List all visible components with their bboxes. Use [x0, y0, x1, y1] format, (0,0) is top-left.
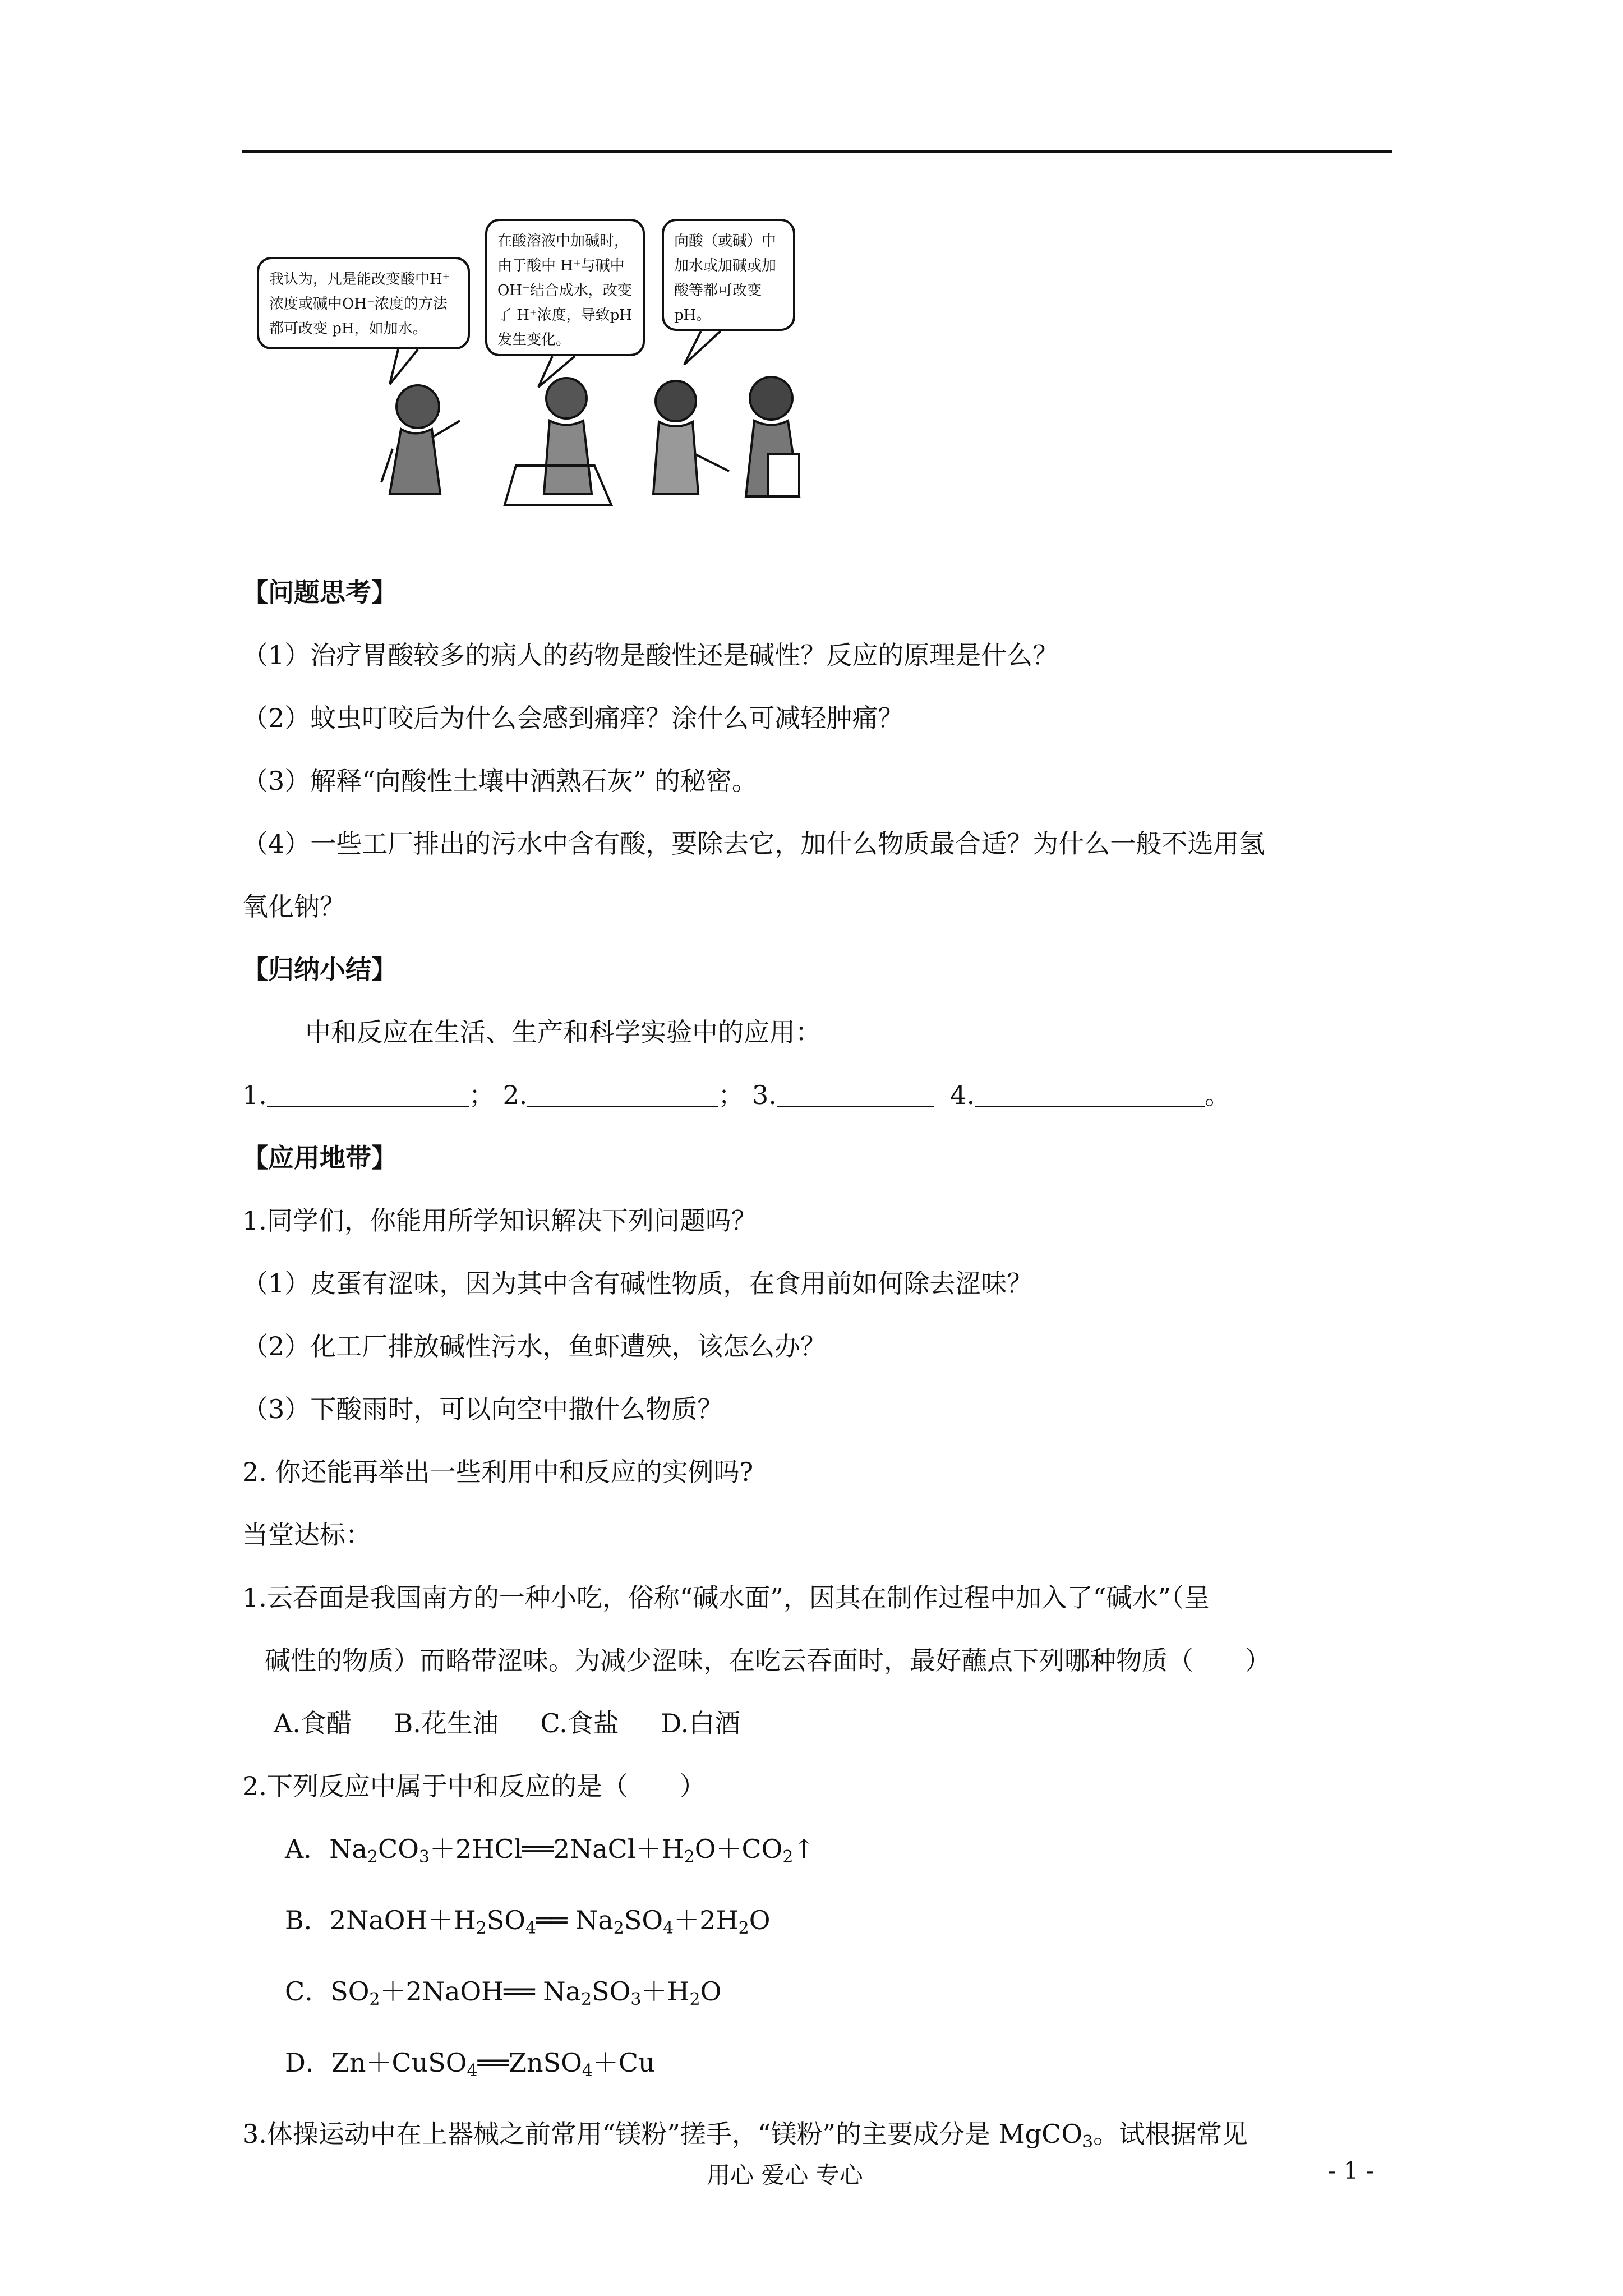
- test-q1-line2: 碱性的物质）而略带涩味。为减少涩味，在吃云吞面时，最好蘸点下列哪种物质（ ）: [265, 1645, 1271, 1676]
- speech-bubble-3: 向酸（或碱）中加水或加碱或加酸等都可改变 pH。: [662, 219, 795, 331]
- blank-2-separator: ；: [718, 1080, 744, 1110]
- think-q4-line2: 氧化钠？: [242, 891, 345, 922]
- fill-blank-4[interactable]: [975, 1080, 1205, 1107]
- heading-summary: 【归纳小结】: [242, 954, 397, 984]
- test-q3-subscript: 3: [1082, 2132, 1094, 2152]
- fill-blank-2[interactable]: [527, 1080, 718, 1107]
- apply-sub3: （3）下酸雨时，可以向空中撒什么物质？: [242, 1394, 723, 1424]
- header-rule: [242, 150, 1392, 153]
- think-q4-line1: （4）一些工厂排出的污水中含有酸，要除去它，加什么物质最合适？为什么一般不选用氢: [242, 829, 1265, 859]
- think-q3: （3）解释“向酸性土壤中洒熟石灰” 的秘密。: [242, 766, 758, 796]
- blank-end: 。: [1205, 1080, 1231, 1110]
- document-body: [242, 561, 1398, 2174]
- test-q1-line1: 1.云吞面是我国南方的一种小吃，俗称“碱水面”，因其在制作过程中加入了“碱水”（呈: [242, 1582, 1210, 1613]
- dialogue-illustration: [247, 213, 864, 516]
- option-c[interactable]: C.食盐: [540, 1708, 619, 1738]
- fill-blank-3[interactable]: [777, 1080, 934, 1107]
- option-d[interactable]: D.白酒: [661, 1708, 741, 1738]
- blank-3-number: 3.: [752, 1080, 777, 1110]
- equation-a[interactable]: A．$Na_2CO_3+2HCl══2NaCl+H_2O+CO_2↑$: [285, 1834, 815, 1867]
- summary-intro: 中和反应在生活、生产和科学实验中的应用：: [305, 1017, 821, 1047]
- apply-sub1: （1）皮蛋有涩味，因为其中含有碱性物质，在食用前如何除去涩味？: [242, 1268, 1033, 1299]
- think-q2: （2）蚊虫叮咬后为什么会感到痛痒？涂什么可减轻肿痛？: [242, 703, 904, 733]
- heading-test: 当堂达标：: [242, 1520, 371, 1550]
- footer-motto: 用心 爱心 专心: [707, 2161, 863, 2189]
- apply-item1: 1.同学们，你能用所学知识解决下列问题吗？: [242, 1205, 757, 1236]
- blank-4-number: 4.: [950, 1080, 975, 1110]
- speech-bubble-1: 我认为，凡是能改变酸中H⁺浓度或碱中OH⁻浓度的方法都可改变 pH，如加水。: [257, 257, 470, 349]
- think-q1: （1）治疗胃酸较多的病人的药物是酸性还是碱性？反应的原理是什么？: [242, 640, 1059, 670]
- blank-1-number: 1.: [242, 1080, 267, 1110]
- heading-apply: 【应用地带】: [242, 1143, 397, 1173]
- apply-item2: 2. 你还能再举出一些利用中和反应的实例吗?: [242, 1457, 754, 1487]
- page-number: - 1 -: [1328, 2157, 1374, 2184]
- test-q1-options: [242, 1692, 1398, 1755]
- summary-blanks: [242, 1064, 1398, 1126]
- heading-think: 【问题思考】: [242, 577, 397, 608]
- equation-d[interactable]: D．Zn＋CuSO$_4$══ZnSO$_4$＋Cu: [285, 2047, 655, 2081]
- speech-bubble-2: 在酸溶液中加碱时，由于酸中 H⁺与碱中 OH⁻结合成水，改变了 H⁺浓度，导致pH 发生变化。: [485, 219, 645, 356]
- option-b[interactable]: B.花生油: [394, 1708, 499, 1738]
- test-q3-tail: 。试根据常见: [1093, 2119, 1248, 2149]
- apply-sub2: （2）化工厂排放碱性污水，鱼虾遭殃，该怎么办？: [242, 1331, 827, 1361]
- equation-c[interactable]: C．$SO_2+2NaOH══$ $Na_2SO_3+H_2O$: [285, 1976, 722, 2009]
- blank-2-number: 2.: [502, 1080, 528, 1110]
- blank-1-separator: ；: [468, 1080, 495, 1110]
- test-q2: 2.下列反应中属于中和反应的是（ ）: [242, 1771, 706, 1801]
- equation-b[interactable]: B．$2NaOH+H_2SO_4══$ $Na_2SO_4+2H_2O$: [285, 1905, 771, 1938]
- test-q3-text: 3.体操运动中在上器械之前常用“镁粉”搓手，“镁粉”的主要成分是 MgCO: [242, 2119, 1083, 2149]
- fill-blank-1[interactable]: [267, 1080, 469, 1107]
- option-a[interactable]: A.食醋: [274, 1708, 352, 1738]
